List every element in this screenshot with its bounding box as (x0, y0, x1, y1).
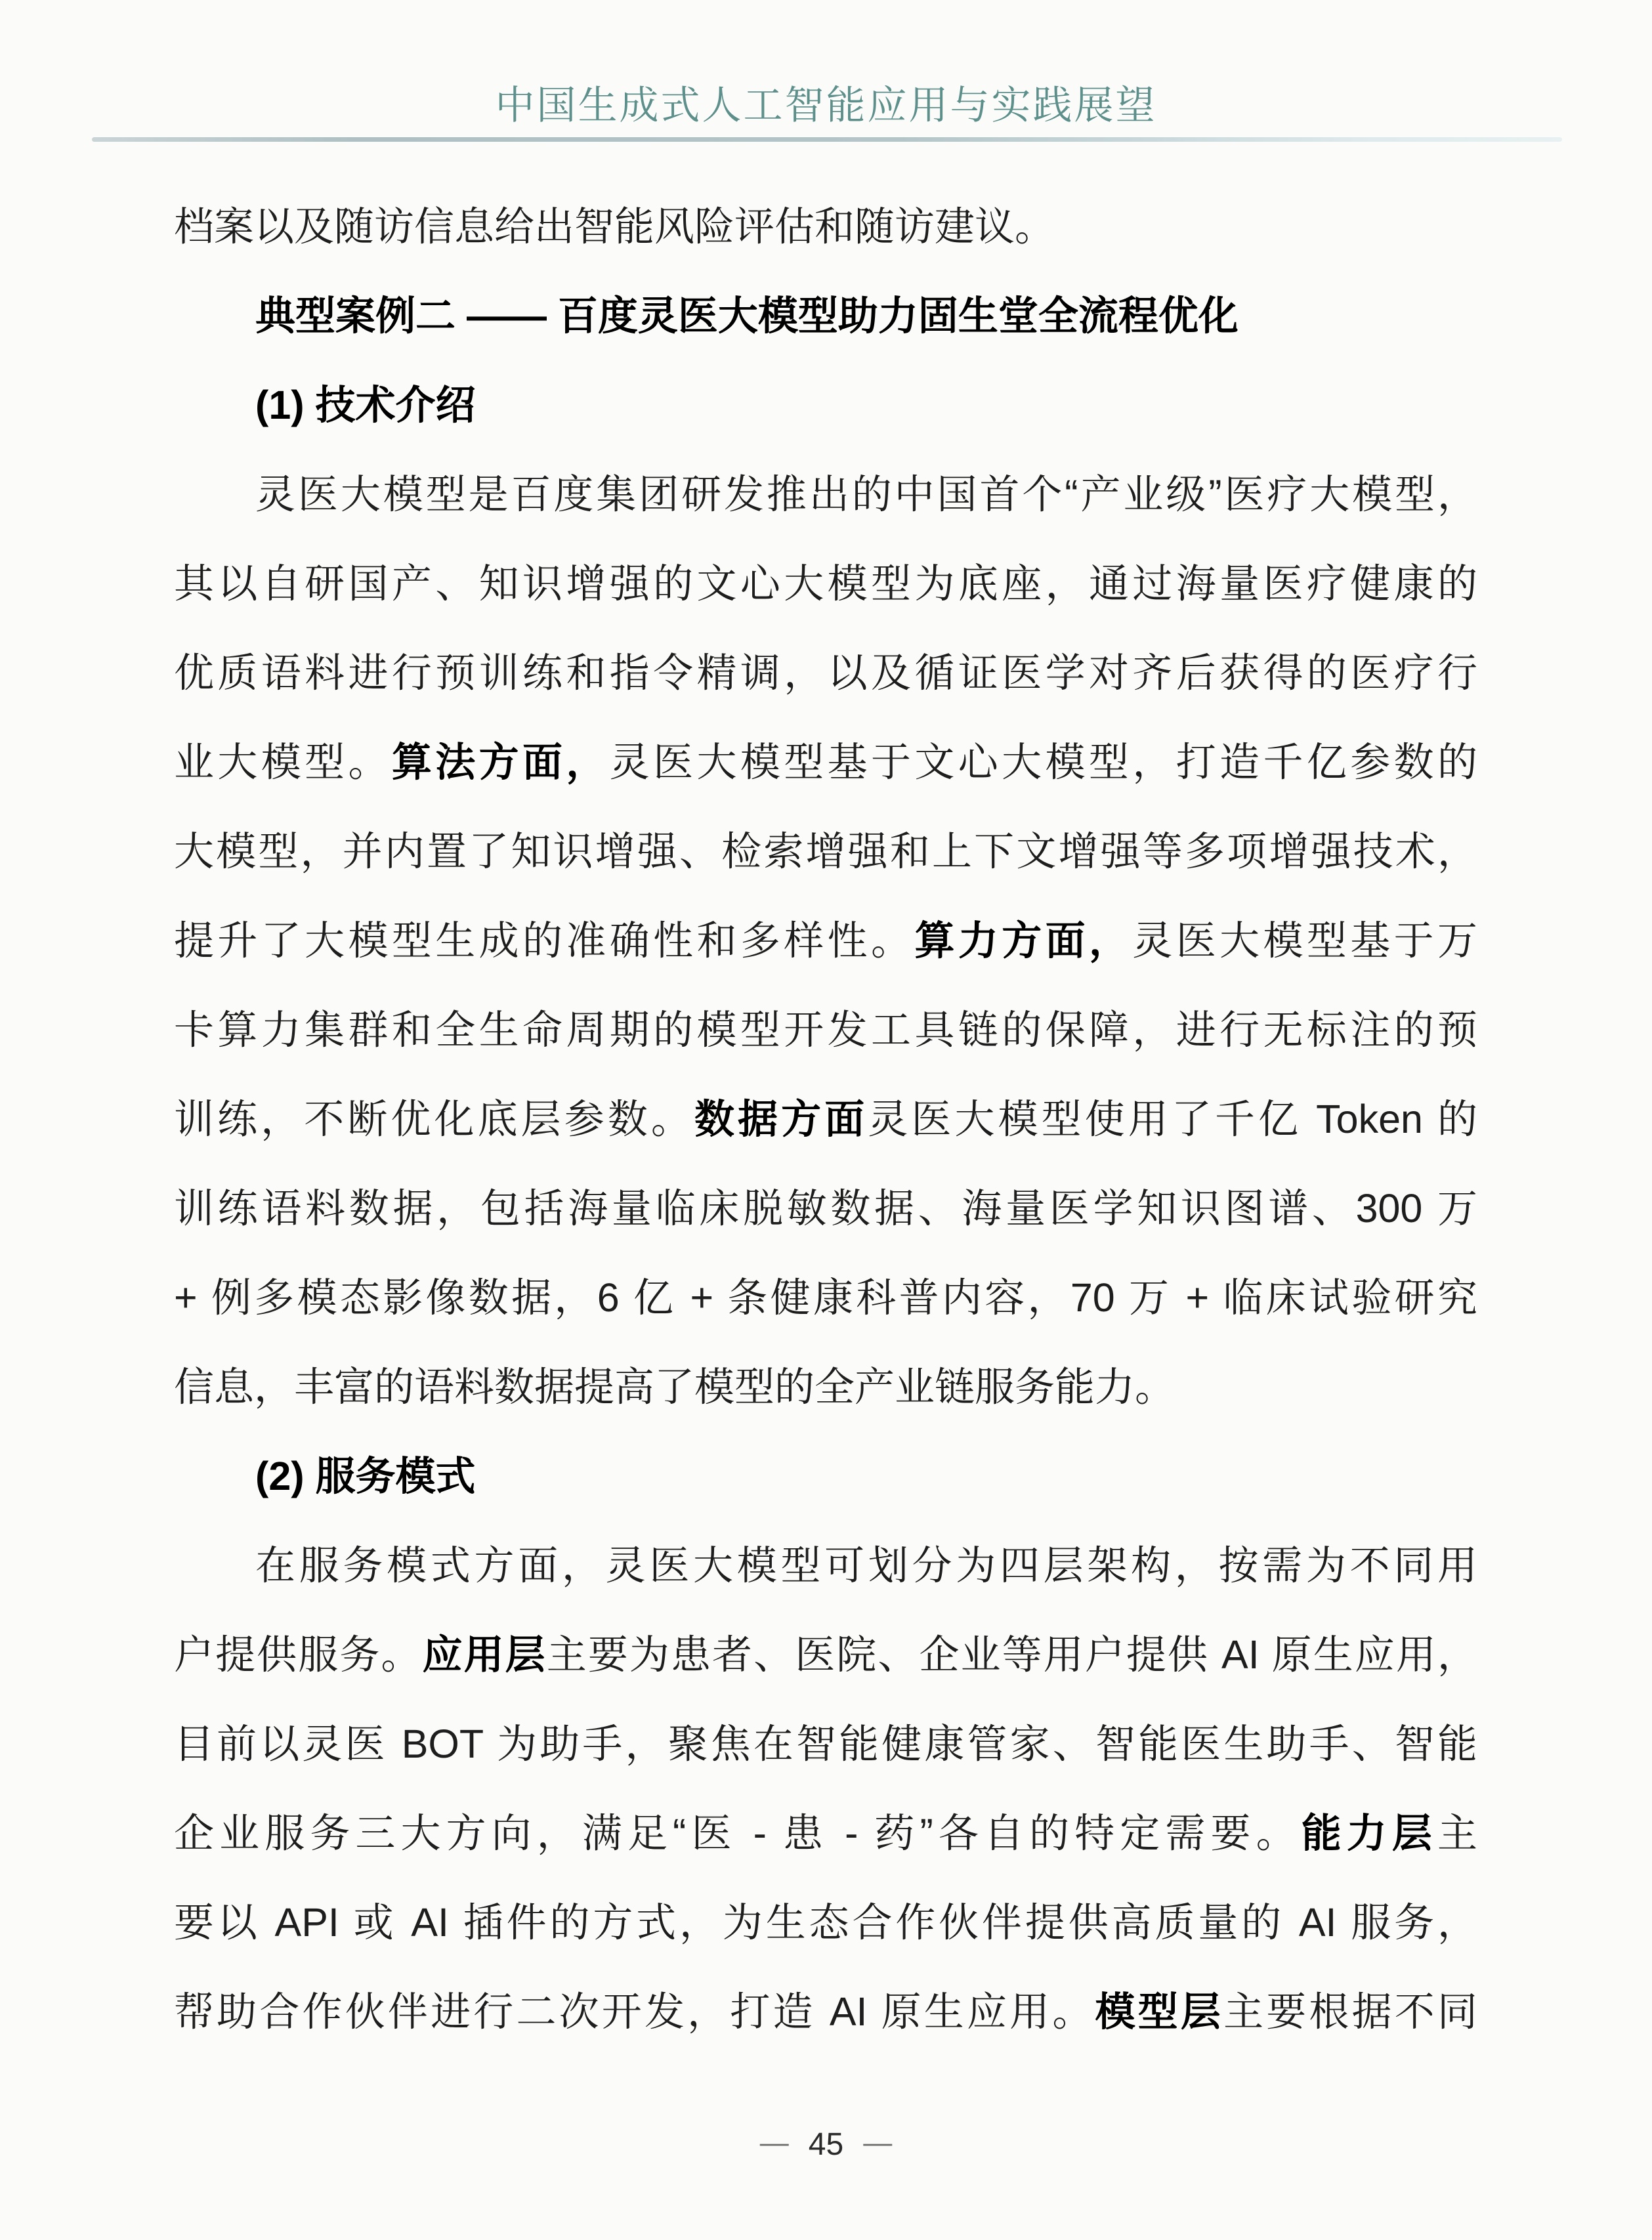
text-line (174, 450, 1477, 539)
text-line (174, 985, 1477, 1074)
text-line (174, 1164, 1477, 1253)
text-segment: 业大模型。 (174, 740, 392, 784)
footer-left-dash: — (759, 2126, 789, 2159)
text-line (174, 182, 1477, 271)
bold-text-segment: 应用层 (422, 1632, 547, 1677)
text-segment: 提升了大模型生成的准确性和多样性。 (174, 918, 915, 963)
text-line (174, 896, 1477, 985)
text-segment: 目前以灵医 BOT 为助手，聚焦在智能健康管家、智能医生助手、智能 (174, 1722, 1477, 1766)
text-segment: 主 (1437, 1811, 1477, 1855)
text-segment: 信息，丰富的语料数据提高了模型的全产业链服务能力。 (174, 1364, 1175, 1409)
text-segment: 档案以及随访信息给出智能风险评估和随访建议。 (174, 204, 1055, 249)
header-divider-rule (92, 137, 1562, 142)
bold-text-segment: 算力方面， (914, 918, 1133, 963)
text-line (174, 1699, 1477, 1788)
text-line (174, 807, 1477, 896)
text-line (174, 360, 1477, 450)
text-segment: 要以 API 或 AI 插件的方式，为生态合作伙伴提供高质量的 AI 服务， (174, 1900, 1477, 1945)
document-body (174, 182, 1477, 2056)
footer-right-dash: — (863, 2126, 893, 2159)
text-line (174, 1253, 1477, 1342)
text-segment: 训练，不断优化底层参数。 (174, 1097, 694, 1141)
text-segment: 卡算力集群和全生命周期的模型开发工具链的保障，进行无标注的预 (174, 1007, 1477, 1052)
text-segment: 其以自研国产、知识增强的文心大模型为底座，通过海量医疗健康的 (174, 561, 1477, 606)
text-segment: 训练语料数据，包括海量临床脱敏数据、海量医学知识图谱、300 万 (174, 1186, 1477, 1231)
text-segment: 企业服务三大方向，满足“医 - 患 - 药”各自的特定需要。 (174, 1811, 1302, 1855)
text-line (174, 717, 1477, 807)
text-segment: 灵医大模型是百度集团研发推出的中国首个“产业级”医疗大模型， (255, 472, 1477, 517)
bold-text-segment: 模型层 (1095, 1989, 1224, 2034)
text-line (174, 1967, 1477, 2056)
text-segment: 帮助合作伙伴进行二次开发，打造 AI 原生应用。 (174, 1989, 1095, 2034)
page-number: 45 (808, 2127, 844, 2162)
text-line (174, 1074, 1477, 1164)
text-line (174, 271, 1477, 360)
text-line (174, 628, 1477, 717)
page-footer (0, 2117, 1652, 2172)
text-segment: 在服务模式方面，灵医大模型可划分为四层架构，按需为不同用 (255, 1543, 1477, 1588)
text-segment: 灵医大模型基于文心大模型，打造千亿参数的 (609, 740, 1477, 784)
text-segment: 优质语料进行预训练和指令精调，以及循证医学对齐后获得的医疗行 (174, 650, 1477, 695)
text-segment: 大模型，并内置了知识增强、检索增强和上下文增强等多项增强技术， (174, 829, 1477, 874)
bold-text-segment: (2) 服务模式 (255, 1454, 476, 1498)
text-line (174, 539, 1477, 628)
text-segment: 灵医大模型基于万 (1132, 918, 1477, 963)
bold-text-segment: 能力层 (1301, 1811, 1437, 1855)
bold-text-segment: 数据方面 (694, 1097, 868, 1141)
text-segment: 主要根据不同 (1223, 1989, 1477, 2034)
text-segment: 户提供服务。 (174, 1632, 423, 1677)
bold-text-segment: 典型案例二 —— 百度灵医大模型助力固生堂全流程优化 (255, 293, 1239, 338)
text-line (174, 1788, 1477, 1878)
text-line (174, 1431, 1477, 1521)
page-header-title: 中国生成式人工智能应用与实践展望 (495, 83, 1157, 127)
text-line (174, 1610, 1477, 1699)
text-segment: + 例多模态影像数据，6 亿 + 条健康科普内容，70 万 + 临床试验研究 (174, 1275, 1477, 1320)
text-segment: 主要为患者、医院、企业等用户提供 AI 原生应用， (546, 1632, 1477, 1677)
text-line (174, 1521, 1477, 1610)
text-line (174, 1878, 1477, 1967)
text-segment: 灵医大模型使用了千亿 Token 的 (868, 1097, 1477, 1141)
bold-text-segment: (1) 技术介绍 (255, 383, 476, 427)
text-line (174, 1342, 1477, 1431)
bold-text-segment: 算法方面， (391, 740, 610, 784)
